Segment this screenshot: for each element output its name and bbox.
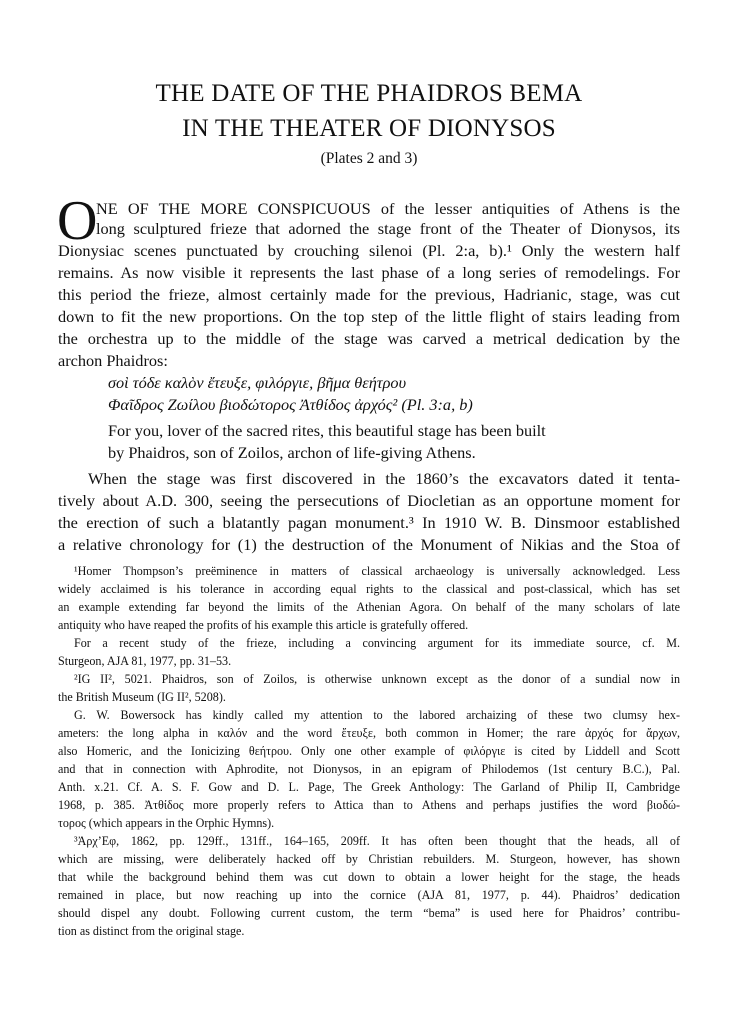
footnote-1-line: widely acclaimed is his tolerance in according equal rights to the classical and post-classical, which has set — [58, 582, 680, 596]
footnote-2b-line: Anth. x.21. Cf. A. S. F. Gow and D. L. Page, The Greek Anthology: The Garland of Philip II, Cambridge — [58, 780, 680, 794]
article-title-line-2: IN THE THEATER OF DIONYSOS — [182, 115, 556, 142]
drop-cap: O — [57, 190, 98, 252]
footnote-2b-line: ameters: the long alpha in καλόν and the word ἔτευξε, both common in Homer; the rare ἀρχός for ἄρχων, — [58, 726, 680, 740]
footnote-2-line: the British Museum (IG II², 5208). — [58, 690, 226, 704]
body-line: down to fit the new proportions. On the top step of the little flight of stairs leading from — [58, 307, 680, 326]
greek-verse-line: Φαῖδρος Ζωίλου βιοδώτορος Ἀτθίδος ἀρχός² (Pl. 3:a, b) — [108, 395, 473, 414]
footnote-2b-line: 1968, p. 385. Ἀτθίδος more properly refers to Attica than to Athens and perhaps justifies the word βιοδώ- — [58, 798, 680, 812]
body-line: NE OF THE MORE CONSPICUOUS of the lesser antiquities of Athens is the — [96, 199, 680, 218]
article-title-line-1: THE DATE OF THE PHAIDROS BEMA — [155, 80, 583, 107]
footnote-1b-line: Sturgeon, AJA 81, 1977, pp. 31–53. — [58, 654, 232, 668]
body-line: the orchestra up to the middle of the stage was carved a metrical dedication by the — [58, 329, 680, 348]
footnote-2b-line: τορος (which appears in the Orphic Hymns). — [58, 816, 275, 830]
footnote-2-line: ²IG II², 5021. Phaidros, son of Zoilos, is otherwise unknown except as the donor of a sundial now in — [74, 672, 680, 686]
greek-verse-line: σοὶ τόδε καλὸν ἔτευξε, φιλόργιε, βῆμα θεήτρου — [108, 373, 407, 392]
body-line: When the stage was first discovered in the 1860’s the excavators dated it tenta- — [88, 469, 680, 488]
translation-line: For you, lover of the sacred rites, this beautiful stage has been built — [108, 421, 546, 440]
plates-reference: (Plates 2 and 3) — [320, 150, 418, 167]
body-line: remains. As now visible it represents the last phase of a long series of remodelings. For — [58, 263, 680, 282]
footnote-3-line: ³Ἀρχ’Εφ, 1862, pp. 129ff., 131ff., 164–165, 209ff. It has often been thought that the heads, all of — [74, 834, 680, 848]
footnote-3-line: tion as distinct from the original stage. — [58, 924, 245, 938]
body-line: archon Phaidros: — [58, 351, 168, 370]
body-line: tively about A.D. 300, seeing the persecutions of Diocletian as an opportune moment for — [58, 491, 680, 510]
footnote-1-line: an example extending far beyond the limits of the Athenian Agora. On behalf of the many scholars of late — [58, 600, 680, 614]
footnote-2b-line: G. W. Bowersock has kindly called my attention to the labored archaizing of these two clumsy hex- — [74, 708, 680, 722]
translation-line: by Phaidros, son of Zoilos, archon of life-giving Athens. — [108, 443, 476, 462]
footnote-1-line: antiquity who have reaped the profits of his example this article is gratefully offered. — [58, 618, 469, 632]
footnote-3-line: which are missing, were deliberately hacked off by Christian rebuilders. M. Sturgeon, however, has shown — [58, 852, 680, 866]
body-line: Dionysiac scenes punctuated by crouching silenoi (Pl. 2:a, b).¹ Only the western half — [58, 241, 680, 260]
footnote-3-line: remained in place, but now reaching up into the cornice (AJA 81, 1977, p. 44). Phaidros’ dedication — [58, 888, 680, 902]
footnote-3-line: that while the background behind them was cut down to obtain a lower height for the stage, the heads — [58, 870, 680, 884]
footnote-2b-line: and that in connection with Aphrodite, not Dionysos, in an epigram of Philodemos (1st century B.C.), Pal. — [58, 762, 680, 776]
footnote-1-line: ¹Homer Thompson’s preëminence in matters of classical archaeology is universally acknowledged. Less — [74, 564, 680, 578]
footnote-1b-line: For a recent study of the frieze, including a convincing argument for its immediate source, cf. M. — [74, 636, 680, 650]
body-line: long sculptured frieze that adorned the stage front of the Theater of Dionysos, its — [96, 219, 680, 238]
body-line: the erection of such a blatantly pagan monument.³ In 1910 W. B. Dinsmoor established — [58, 513, 680, 532]
footnote-3-line: should dispel any doubt. Following current custom, the term “bema” is used here for Phaidros’ contribu- — [58, 906, 680, 920]
body-line: a relative chronology for (1) the destruction of the Monument of Nikias and the Stoa of — [58, 535, 680, 554]
footnote-2b-line: also Homeric, and the Ionicizing θεήτρου. Only one other example of φιλόργιε is cited by Liddell and Scott — [58, 744, 680, 758]
body-line: this period the frieze, almost certainly made for the previous, Hadrianic, stage, was cut — [58, 285, 680, 304]
